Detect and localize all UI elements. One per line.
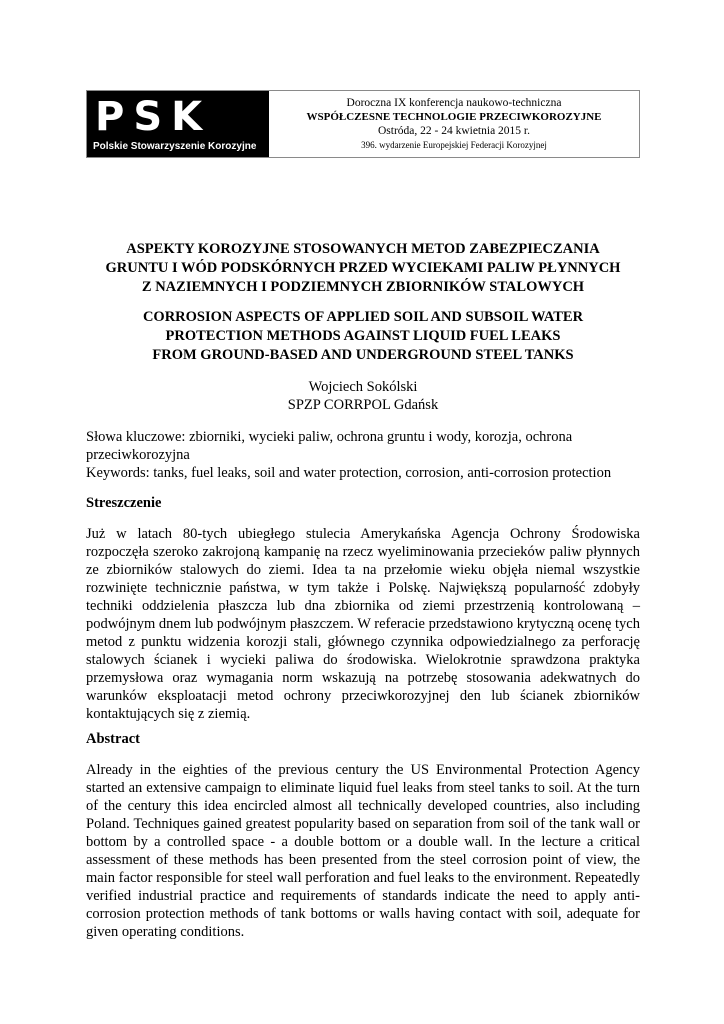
conference-line-1: Doroczna IX konferencja naukowo-techniczna [346, 97, 562, 109]
title-en-line: PROTECTION METHODS AGAINST LIQUID FUEL LEAKS [165, 328, 561, 344]
abstract-paragraph: Already in the eighties of the previous century the US Environmental Protection Agency started an extensive campaign to eliminate liquid fuel leaks from steel tanks to soil. At the turn of the century this idea encircled almost all technically developed countries, also including Poland. Techniques gained greatest popularity based on separation from soil of the tank wall or bottom by a controlled space - a double bottom or a double wall. In the lecture a critical assessment of these methods has been presented from the steel corrosion point of view, the main factor responsible for steel wall perforation and fuel leaks to the environment. Repeatedly verified industrial practice and requirements of standards indicate the need to apply anti-corrosion protection methods of tank bottoms or walls having contact with soil, adequate for given operating conditions. [86, 762, 640, 940]
keywords-english: Keywords: tanks, fuel leaks, soil and water protection, corrosion, anti-corrosion protection [86, 465, 612, 481]
title-pl-line: GRUNTU I WÓD PODSKÓRNYCH PRZED WYCIEKAMI PALIW PŁYNNYCH [105, 260, 621, 276]
author-name: Wojciech Sokólski [308, 379, 418, 395]
title-english [86, 308, 640, 365]
logo-text: PSK [95, 94, 212, 140]
title-en-line: CORROSION ASPECTS OF APPLIED SOIL AND SUBSOIL WATER [142, 309, 584, 325]
logo-subtitle: Polskie Stowarzyszenie Korozyjne [93, 141, 257, 152]
conference-name: WSPÓŁCZESNE TECHNOLOGIE PRZECIWKOROZYJNE [306, 111, 602, 123]
streszczenie-paragraph: Już w latach 80-tych ubiegłego stulecia Amerykańska Agencja Ochrony Środowiska rozpoczęła szeroko zakrojoną kampanię na rzecz wyeliminowania przecieków paliw płynnych ze zbiorników stalowych do ziemi. Idea ta na przełomie wieku objęła niemal wszystkie rozwinięte technicznie państwa, w tym także i Polskę. Największą popularność zdobyły techniki oddzielenia płaszcza lub dna zbiornika od ziemi przestrzenią kontrolowaną – podwójnym dnem lub podwójnym płaszczem. W referacie przedstawiono krytyczną ocenę tych metod z punktu widzenia korozji stali, głównego czynnika odpowiedzialnego za perforację stalowych ścianek i wycieki paliwa do środowiska. Wielokrotnie sprawdzona praktyka przemysłowa oraz wymagania norm wskazują na potrzebę stosowania adekwatnych do warunków eksploatacji metod ochrony przeciwkorozyjnej den lub ścianek zbiorników kontaktujących się z ziemią. [86, 526, 640, 722]
title-en-line: FROM GROUND-BASED AND UNDERGROUND STEEL TANKS [152, 347, 574, 363]
conference-info [269, 91, 639, 157]
keywords-polish: Słowa kluczowe: zbiorniki, wycieki paliw, ochrona gruntu i wody, korozja, ochrona przeciwkorozyjna [86, 429, 573, 463]
conference-header [86, 90, 640, 158]
title-polish [86, 240, 640, 297]
abstract-heading: Abstract [86, 731, 140, 747]
title-pl-line: Z NAZIEMNYCH I PODZIEMNYCH ZBIORNIKÓW STALOWYCH [141, 279, 585, 295]
psk-logo [87, 91, 269, 157]
streszczenie-heading: Streszczenie [86, 495, 162, 511]
title-pl-line: ASPEKTY KOROZYJNE STOSOWANYCH METOD ZABEZPIECZANIA [126, 241, 600, 257]
conference-place-date: Ostróda, 22 - 24 kwietnia 2015 r. [377, 125, 531, 137]
author-affiliation: SPZP CORRPOL Gdańsk [287, 397, 439, 413]
author-block [86, 378, 640, 414]
keywords-block [86, 428, 640, 482]
conference-event-number: 396. wydarzenie Europejskiej Federacji Korozyjnej [361, 140, 547, 150]
